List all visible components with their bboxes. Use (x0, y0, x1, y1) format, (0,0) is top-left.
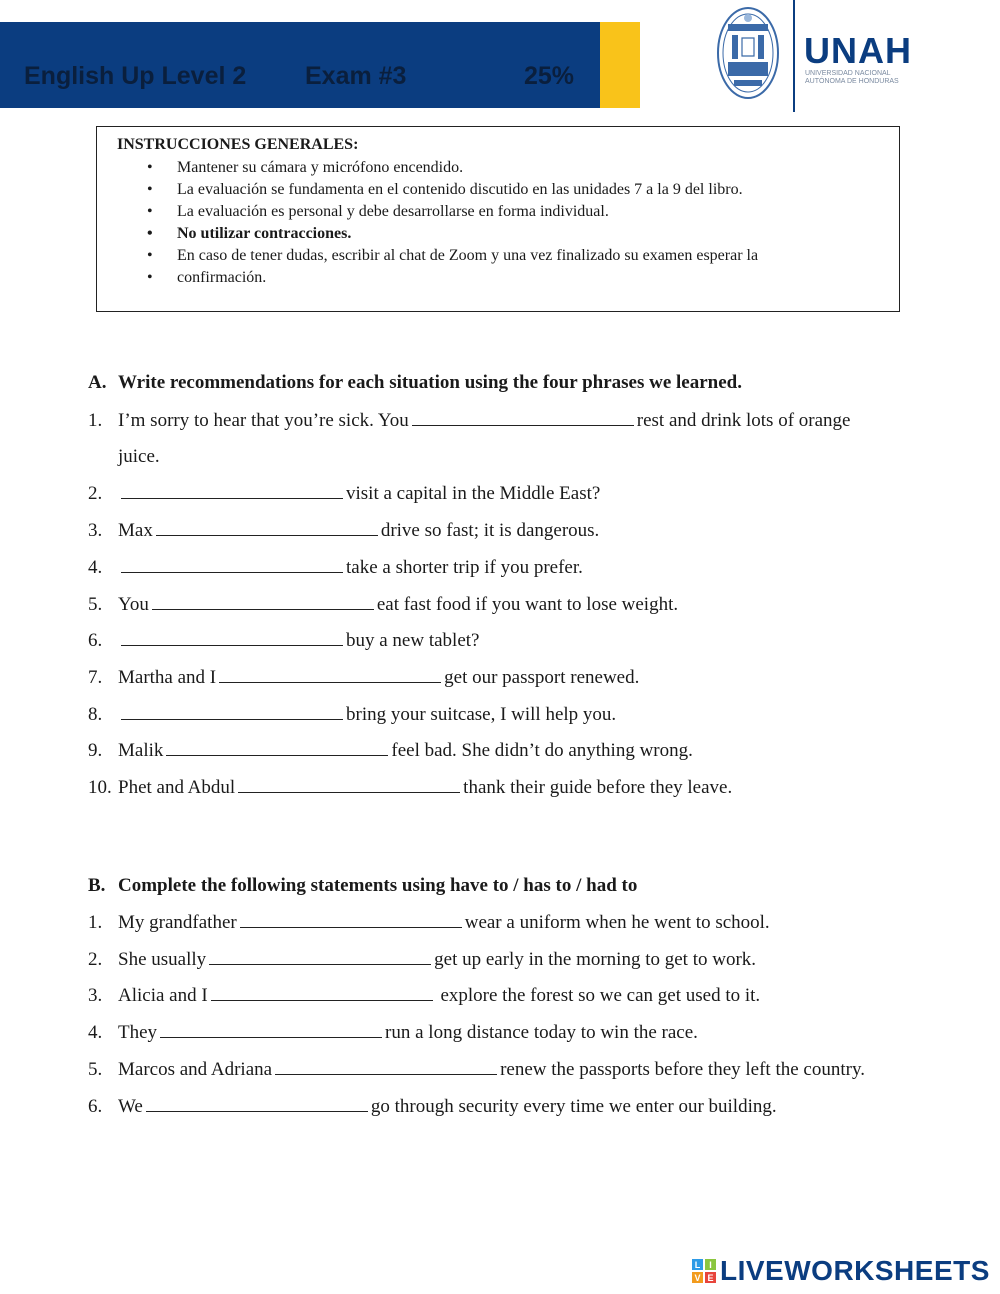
exercise-item (88, 593, 678, 616)
answer-blank[interactable] (160, 1021, 382, 1038)
item-number: 2. (88, 948, 103, 970)
item-text-before: Alicia and I (118, 985, 208, 1007)
logo-divider (793, 0, 795, 112)
answer-blank[interactable] (121, 703, 343, 720)
unah-subtitle-2: AUTÓNOMA DE HONDURAS (805, 78, 899, 85)
instruction-item: • La evaluación se fundamenta en el contenido discutido en las unidades 7 a la 9 del libro. (177, 179, 857, 201)
header-accent (600, 22, 640, 108)
item-text-after: run a long distance today to win the race. (385, 1022, 698, 1044)
item-text-after: buy a new tablet? (346, 630, 480, 652)
answer-blank[interactable] (412, 409, 634, 426)
section-a-letter: A. (88, 372, 107, 393)
item-text-after: get our passport renewed. (444, 666, 640, 688)
item-text-after: visit a capital in the Middle East? (346, 483, 601, 505)
item-text-before: Marcos and Adriana (118, 1058, 273, 1080)
section-b-letter: B. (88, 875, 106, 896)
instruction-item-continued: • confirmación. (177, 267, 857, 289)
item-number: 9. (88, 740, 103, 762)
exam-number: Exam #3 (305, 62, 407, 90)
exercise-item (88, 666, 639, 689)
item-number: 6. (88, 630, 103, 652)
exam-weight: 25% (524, 62, 575, 90)
item-number: 6. (88, 1095, 103, 1117)
unah-subtitle-1: UNIVERSIDAD NACIONAL (805, 70, 891, 77)
item-text-after: get up early in the morning to get to work. (434, 948, 757, 970)
item-number: 4. (88, 1022, 103, 1044)
logo-letter-i: I (705, 1259, 716, 1270)
exercise-item (88, 776, 732, 799)
instructions-title: INSTRUCCIONES GENERALES: (117, 136, 359, 153)
unah-seal-icon (716, 6, 780, 100)
logo-letter-e: E (705, 1272, 716, 1283)
instructions-box (96, 126, 900, 312)
exercise-item (88, 482, 600, 505)
item-text-before: They (118, 1022, 158, 1044)
item-text-after: drive so fast; it is dangerous. (380, 520, 600, 542)
section-a-title (88, 372, 742, 394)
answer-blank[interactable] (121, 482, 343, 499)
answer-blank[interactable] (209, 948, 431, 965)
logo-letter-l: L (692, 1259, 703, 1270)
item-number: 4. (88, 556, 103, 578)
instruction-item: • La evaluación es personal y debe desarrollarse en forma individual. (177, 201, 857, 223)
answer-blank[interactable] (211, 984, 433, 1001)
section-a-heading: Write recommendations for each situation using the four phrases we learned. (118, 372, 742, 393)
answer-blank[interactable] (166, 739, 388, 756)
item-number: 5. (88, 1058, 103, 1080)
item-text-after: go through security every time we enter our building. (370, 1095, 777, 1117)
exercise-item (88, 703, 616, 726)
answer-blank[interactable] (156, 519, 378, 536)
answer-blank[interactable] (275, 1058, 497, 1075)
answer-blank[interactable] (219, 666, 441, 683)
item-number: 1. (88, 410, 103, 431)
exercise-item (88, 556, 583, 579)
logo-letter-v: V (692, 1272, 703, 1283)
item-text-before: My grandfather (118, 912, 237, 933)
item-text-after: rest and drink lots of orange (636, 410, 851, 431)
instruction-item: • Mantener su cámara y micrófono encendido. (177, 157, 857, 179)
exercise-item (88, 629, 479, 652)
exercise-item (88, 739, 693, 762)
answer-blank[interactable] (152, 593, 374, 610)
item-number: 1. (88, 912, 103, 933)
liveworksheets-logo (692, 1255, 990, 1287)
item-text-after: take a shorter trip if you prefer. (346, 556, 583, 578)
instruction-item: • No utilizar contracciones. (177, 223, 857, 245)
item-number: 8. (88, 703, 103, 725)
item-text-after: bring your suitcase, I will help you. (346, 703, 617, 725)
item-text-before: Malik (118, 740, 164, 762)
item-text-before: She usually (118, 948, 207, 970)
item-text-before: Martha and I (118, 666, 217, 688)
item-text-before: Phet and Abdul (118, 777, 236, 798)
item-text-after: wear a uniform when he went to school. (464, 912, 770, 933)
item-text-after: thank their guide before they leave. (463, 777, 733, 798)
instructions-list (177, 157, 857, 289)
exercise-item (88, 911, 770, 934)
item-text-after: explore the forest so we can get used to it. (435, 985, 761, 1007)
course-title: English Up Level 2 (24, 62, 247, 90)
item-text-continued: juice. (118, 445, 160, 467)
answer-blank[interactable] (146, 1095, 368, 1112)
item-text-after: feel bad. She didn’t do anything wrong. (391, 740, 693, 762)
item-number: 2. (88, 483, 103, 505)
exercise-item (88, 409, 850, 432)
exercise-item (88, 519, 599, 542)
item-number: 5. (88, 593, 103, 615)
section-b-heading: Complete the following statements using have to / has to / had to (118, 875, 638, 896)
answer-blank[interactable] (238, 776, 460, 793)
item-text-after: renew the passports before they left the country. (500, 1058, 865, 1080)
item-number: 3. (88, 520, 103, 542)
exercise-item (88, 948, 756, 971)
item-text-before: Max (118, 520, 153, 542)
item-number: 3. (88, 985, 103, 1007)
exercise-item (88, 1095, 777, 1118)
item-text-before: We (118, 1095, 143, 1117)
item-number: 7. (88, 666, 103, 688)
item-text-before: I’m sorry to hear that you’re sick. You (118, 410, 409, 431)
item-text-before: You (118, 593, 149, 615)
answer-blank[interactable] (240, 911, 462, 928)
liveworksheets-icon (692, 1259, 716, 1283)
exercise-item (88, 984, 760, 1007)
item-number: 10. (88, 777, 112, 798)
item-text-after: eat fast food if you want to lose weight. (376, 593, 679, 615)
answer-blank[interactable] (121, 556, 343, 573)
liveworksheets-wordmark: LIVEWORKSHEETS (720, 1255, 990, 1286)
unah-wordmark: UNAH (804, 30, 912, 71)
section-b-title (88, 875, 637, 897)
exercise-item (88, 1058, 865, 1081)
answer-blank[interactable] (121, 629, 343, 646)
instruction-item: • En caso de tener dudas, escribir al chat de Zoom y una vez finalizado su examen esperar la (177, 245, 857, 267)
exercise-item (88, 1021, 698, 1044)
